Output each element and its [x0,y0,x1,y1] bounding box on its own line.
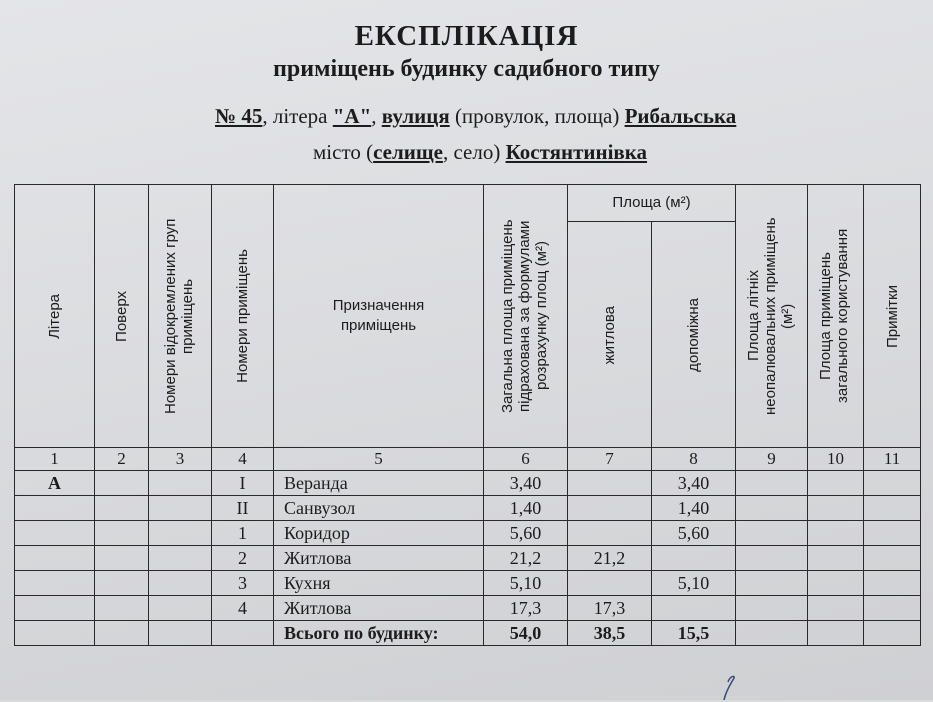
table-row [15,471,921,496]
cell-name: Коридор [274,521,484,546]
cell-common [808,496,864,521]
cell-common [808,621,864,646]
column-number: 10 [808,448,864,471]
city-suffix: , село) [442,140,501,164]
cell-floor [95,496,149,521]
address-line-1: № 45, літера "А", вулиця (провулок, площа) Рибальська [215,104,737,128]
column-number: 3 [149,448,212,471]
col-header-groups: Номери відокремлених груп приміщень [149,185,212,448]
total-label: Всього по будинку: [274,621,484,646]
signature-mark [704,672,744,702]
cell-living [568,496,652,521]
cell-name: Житлова [274,546,484,571]
cell-room: I [212,471,274,496]
cell-group [149,471,212,496]
cell-notes [864,546,921,571]
cell-notes [864,521,921,546]
cell-living: 17,3 [568,596,652,621]
cell-group [149,571,212,596]
litera-label: , літера [262,104,328,128]
cell-room: 3 [212,571,274,596]
col-header-room-numbers: Номери приміщень [212,185,274,448]
col-header-common-area: Площа приміщень загального користування [808,185,864,448]
cell-name: Кухня [274,571,484,596]
cell-floor [95,571,149,596]
cell-common [808,571,864,596]
cell-common [808,521,864,546]
litera-value: "А" [332,104,372,128]
street-label: вулиця [381,104,450,128]
col-header-area-group: Площа (м²) [568,185,736,222]
cell-total: 17,3 [484,596,568,621]
cell-room: 2 [212,546,274,571]
cell-notes [864,571,921,596]
street-value: Рибальська [624,104,737,128]
total-area: 54,0 [484,621,568,646]
cell-litera [15,546,95,571]
cell-common [808,596,864,621]
col-header-purpose: Призначення приміщень [274,185,484,448]
cell-common [808,546,864,571]
table-row [15,521,921,546]
cell-living [568,471,652,496]
column-number: 11 [864,448,921,471]
cell-aux: 3,40 [652,471,736,496]
cell-group [149,521,212,546]
column-number: 5 [274,448,484,471]
cell-room: 4 [212,596,274,621]
cell-group [149,621,212,646]
street-alt-label: (провулок, площа) [454,104,620,128]
col-header-summer-area: Площа літніх неопалювальних приміщень (м²) [736,185,808,448]
table-row [15,596,921,621]
cell-litera [15,571,95,596]
cell-aux [652,546,736,571]
column-number: 2 [95,448,149,471]
cell-aux: 5,60 [652,521,736,546]
cell-summer [736,521,808,546]
cell-litera [15,621,95,646]
table-row [15,496,921,521]
cell-litera: А [15,471,95,496]
cell-aux: 1,40 [652,496,736,521]
cell-summer [736,621,808,646]
col-header-living: житлова [568,222,652,448]
house-number: № 45 [215,104,263,128]
cell-name: Веранда [274,471,484,496]
cell-aux: 5,10 [652,571,736,596]
cell-total: 3,40 [484,471,568,496]
cell-litera [15,596,95,621]
total-aux: 15,5 [652,621,736,646]
column-numbers-row [15,448,921,471]
cell-litera [15,521,95,546]
table-row [15,546,921,571]
table-row [15,571,921,596]
col-header-total-area: Загальна площа приміщень підрахована за формулами розрахунку площ (м²) [484,185,568,448]
cell-summer [736,471,808,496]
col-header-litera: Літера [15,185,95,448]
cell-summer [736,596,808,621]
cell-total: 1,40 [484,496,568,521]
cell-litera [15,496,95,521]
cell-floor [95,546,149,571]
column-number: 1 [15,448,95,471]
cell-floor [95,471,149,496]
cell-notes [864,496,921,521]
cell-floor [95,621,149,646]
cell-total: 21,2 [484,546,568,571]
col-header-floor: Поверх [95,185,149,448]
cell-living: 21,2 [568,546,652,571]
column-number: 8 [652,448,736,471]
column-number: 6 [484,448,568,471]
cell-room: 1 [212,521,274,546]
address-line-2 [313,140,647,165]
cell-notes [864,596,921,621]
document-title: ЕКСПЛІКАЦІЯ [354,20,579,52]
cell-summer [736,571,808,596]
cell-total: 5,60 [484,521,568,546]
cell-living [568,571,652,596]
cell-room [212,621,274,646]
cell-floor [95,521,149,546]
cell-name: Житлова [274,596,484,621]
cell-common [808,471,864,496]
col-header-notes: Примітки [864,185,921,448]
cell-room: II [212,496,274,521]
cell-notes [864,471,921,496]
cell-floor [95,596,149,621]
cell-group [149,546,212,571]
cell-notes [864,621,921,646]
cell-group [149,496,212,521]
cell-total: 5,10 [484,571,568,596]
city-value: Костянтинівка [505,140,648,164]
col-header-auxiliary: допоміжна [652,222,736,448]
cell-summer [736,496,808,521]
city-type: селище [373,140,443,164]
total-row [15,621,921,646]
column-number: 7 [568,448,652,471]
explication-table [14,184,921,646]
total-living: 38,5 [568,621,652,646]
cell-aux [652,596,736,621]
cell-living [568,521,652,546]
document-subtitle: приміщень будинку садибного типу [273,56,660,82]
cell-group [149,596,212,621]
column-number: 4 [212,448,274,471]
cell-summer [736,546,808,571]
cell-name: Санвузол [274,496,484,521]
city-prefix: місто ( [313,140,374,164]
column-number: 9 [736,448,808,471]
